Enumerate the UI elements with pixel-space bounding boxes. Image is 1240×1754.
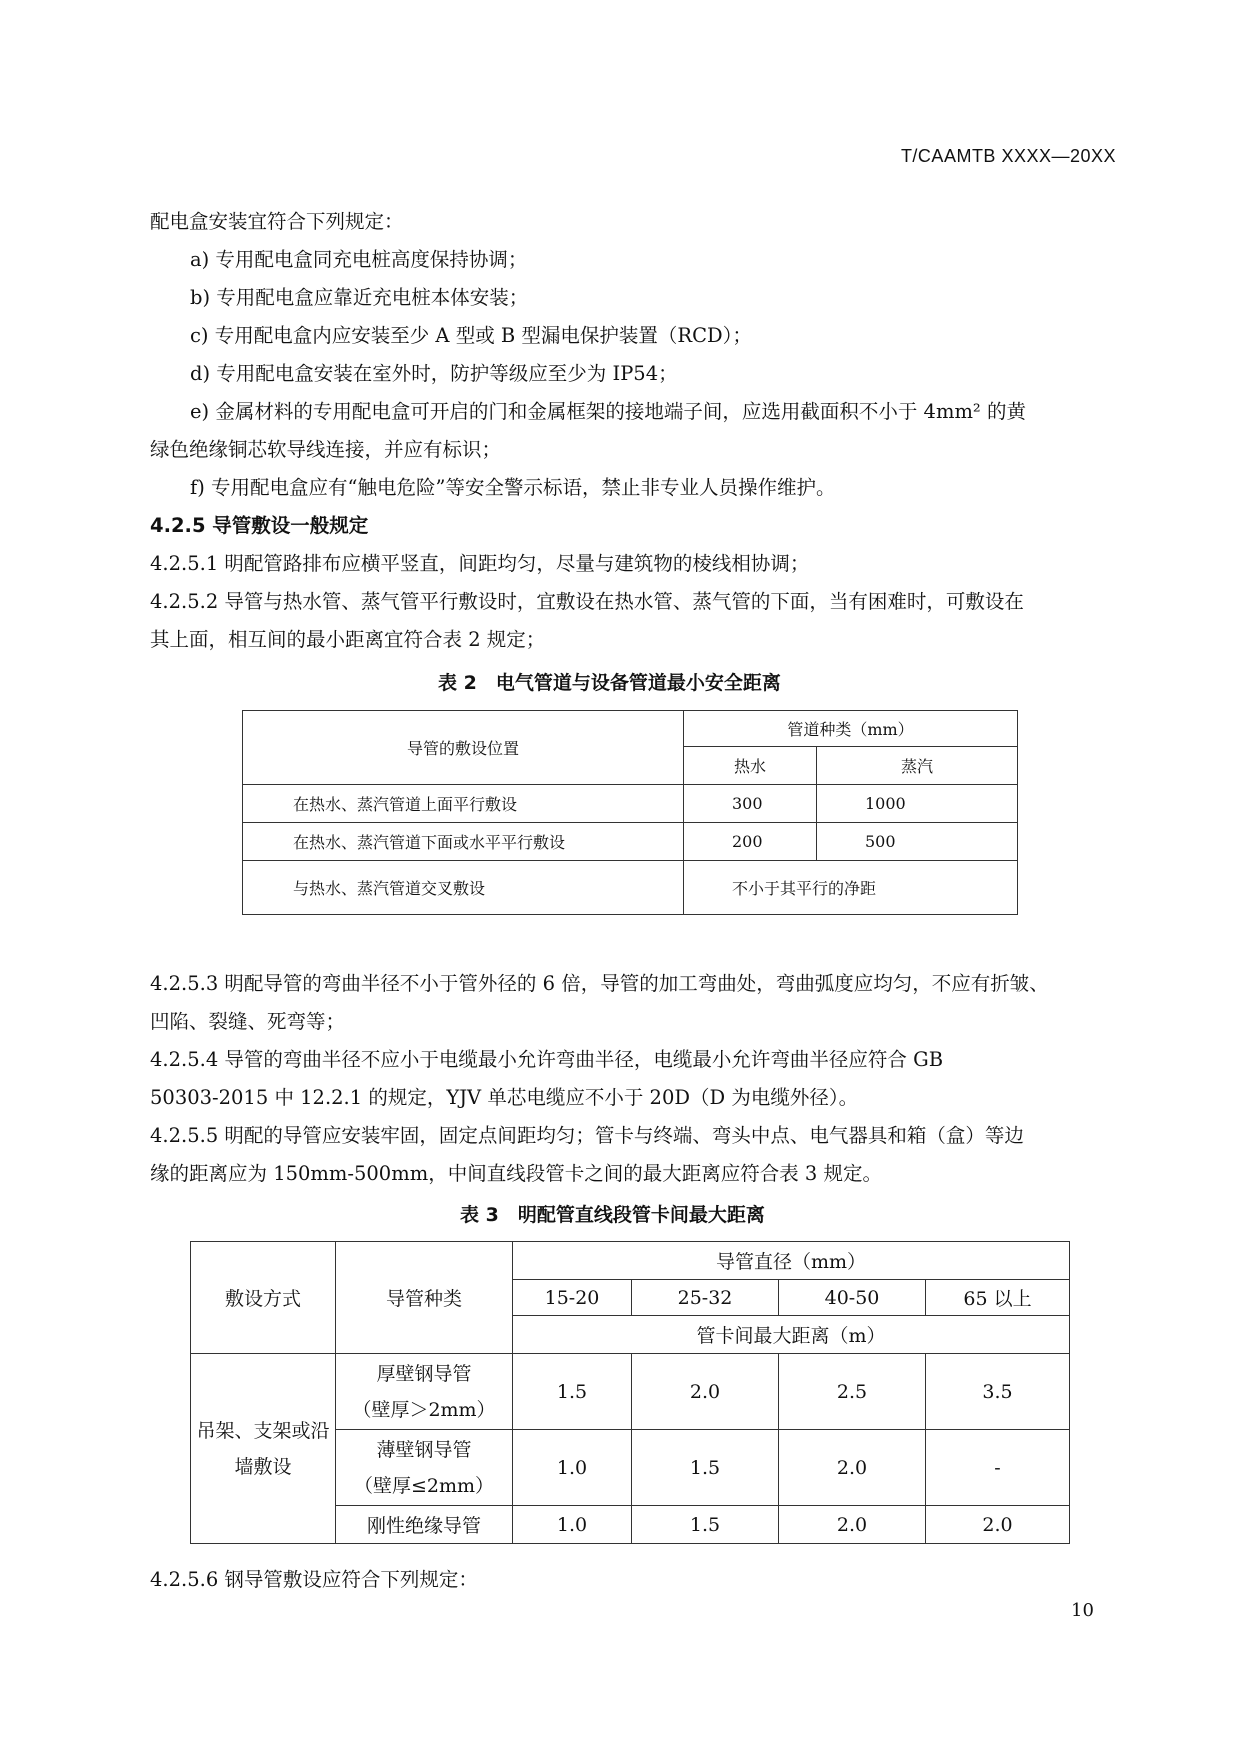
text-line: 绿色绝缘铜芯软导线连接，并应有标识； bbox=[150, 438, 502, 461]
clause-text: 4.2.5.6 钢导管敷设应符合下列规定： bbox=[150, 1568, 478, 1591]
table2-header-steam: 蒸汽 bbox=[817, 747, 1018, 785]
table3-kind-name: 薄壁钢导管 bbox=[376, 1438, 472, 1461]
clause-text: 4.2.5.5 明配的导管应安装牢固，固定点间距均匀；管卡与终端、弯头中点、电气器具和箱（盒）等边 bbox=[150, 1124, 1024, 1147]
table3-diam: 15-20 bbox=[513, 1280, 632, 1316]
table3-cell: 1.0 bbox=[513, 1506, 632, 1544]
table2-cell: 300 bbox=[684, 785, 817, 823]
table3-kind-note: （壁厚≤2mm） bbox=[353, 1474, 495, 1497]
table2-caption: 表 2 电气管道与设备管道最小安全距离 bbox=[438, 672, 781, 694]
table-3 bbox=[190, 1241, 1070, 1544]
table2-header-hot: 热水 bbox=[684, 747, 817, 785]
table2-cell: 在热水、蒸汽管道下面或水平平行敷设 bbox=[243, 823, 684, 861]
table3-kind-name: 厚壁钢导管 bbox=[376, 1362, 472, 1385]
document-code: T/CAAMTB XXXX—20XX bbox=[900, 146, 1116, 166]
table3-diam: 25-32 bbox=[632, 1280, 779, 1316]
text-line: 配电盒安装宜符合下列规定： bbox=[150, 210, 404, 233]
table2-header-position: 导管的敷设位置 bbox=[243, 711, 684, 785]
clause-text: 50303-2015 中 12.2.1 的规定，YJV 单芯电缆应不小于 20D（D 为电缆外径）。 bbox=[150, 1086, 859, 1109]
table3-cell: 2.0 bbox=[779, 1430, 926, 1506]
table3-cell: 2.0 bbox=[926, 1506, 1070, 1544]
table3-header-diameter: 导管直径（mm） bbox=[513, 1242, 1070, 1280]
table3-kind: 刚性绝缘导管 bbox=[336, 1506, 513, 1544]
table3-cell: 2.0 bbox=[632, 1354, 779, 1430]
section-heading: 4.2.5 导管敷设一般规定 bbox=[150, 514, 369, 537]
table3-diam: 40-50 bbox=[779, 1280, 926, 1316]
clause-text: 4.2.5.4 导管的弯曲半径不应小于电缆最小允许弯曲半径，电缆最小允许弯曲半径应符合 GB bbox=[150, 1048, 944, 1071]
table-row bbox=[243, 861, 1018, 915]
table3-cell: 1.5 bbox=[513, 1354, 632, 1430]
table3-cell: 2.5 bbox=[779, 1354, 926, 1430]
table2-cell: 200 bbox=[684, 823, 817, 861]
clause-text: 凹陷、裂缝、死弯等； bbox=[150, 1010, 346, 1033]
clause-text: 4.2.5.3 明配导管的弯曲半径不小于管外径的 6 倍，导管的加工弯曲处，弯曲弧度应均匀，不应有折皱、 bbox=[150, 972, 1049, 995]
list-item: c) 专用配电盒内应安装至少 A 型或 B 型漏电保护装置（RCD）； bbox=[190, 324, 752, 347]
list-item: a) 专用配电盒同充电桩高度保持协调； bbox=[190, 248, 528, 271]
table-2 bbox=[242, 710, 1018, 915]
table2-cell: 500 bbox=[817, 823, 1018, 861]
list-item: d) 专用配电盒安装在室外时，防护等级应至少为 IP54； bbox=[190, 362, 678, 385]
clause-text: 缘的距离应为 150mm-500mm，中间直线段管卡之间的最大距离应符合表 3 规定。 bbox=[150, 1162, 882, 1185]
table-row bbox=[243, 823, 1018, 861]
table3-cell: - bbox=[926, 1430, 1070, 1506]
table-row bbox=[243, 785, 1018, 823]
table3-header-method: 敷设方式 bbox=[191, 1242, 336, 1354]
table3-cell: 1.0 bbox=[513, 1430, 632, 1506]
table3-cell: 1.5 bbox=[632, 1430, 779, 1506]
table3-caption: 表 3 明配管直线段管卡间最大距离 bbox=[460, 1204, 765, 1226]
list-item: b) 专用配电盒应靠近充电桩本体安装； bbox=[190, 286, 529, 309]
page-number: 10 bbox=[1071, 1600, 1094, 1621]
table3-cell: 2.0 bbox=[779, 1506, 926, 1544]
table3-header-maxdist: 管卡间最大距离（m） bbox=[513, 1316, 1070, 1354]
table2-header-type: 管道种类（mm） bbox=[684, 711, 1018, 747]
table2-cell: 不小于其平行的净距 bbox=[684, 861, 1018, 915]
table2-cell: 在热水、蒸汽管道上面平行敷设 bbox=[243, 785, 684, 823]
table3-cell: 3.5 bbox=[926, 1354, 1070, 1430]
table2-cell: 与热水、蒸汽管道交叉敷设 bbox=[243, 861, 684, 915]
table3-kind bbox=[336, 1354, 513, 1430]
clause-text: 其上面，相互间的最小距离宜符合表 2 规定； bbox=[150, 628, 546, 651]
list-item: e) 金属材料的专用配电盒可开启的门和金属框架的接地端子间，应选用截面积不小于 4mm² 的黄 bbox=[190, 400, 1026, 423]
table3-method: 吊架、支架或沿墙敷设 bbox=[191, 1354, 336, 1544]
clause-text: 4.2.5.2 导管与热水管、蒸气管平行敷设时，宜敷设在热水管、蒸气管的下面，当有困难时，可敷设在 bbox=[150, 590, 1024, 613]
clause-text: 4.2.5.1 明配管路排布应横平竖直，间距均匀，尽量与建筑物的棱线相协调； bbox=[150, 552, 810, 575]
table-row bbox=[191, 1354, 1070, 1430]
table3-header-kind: 导管种类 bbox=[336, 1242, 513, 1354]
table3-cell: 1.5 bbox=[632, 1506, 779, 1544]
table3-kind bbox=[336, 1430, 513, 1506]
table3-diam: 65 以上 bbox=[926, 1280, 1070, 1316]
table2-cell: 1000 bbox=[817, 785, 1018, 823]
list-item: f) 专用配电盒应有“触电危险”等安全警示标语，禁止非专业人员操作维护。 bbox=[190, 476, 836, 499]
table3-kind-note: （壁厚＞2mm） bbox=[352, 1398, 496, 1421]
